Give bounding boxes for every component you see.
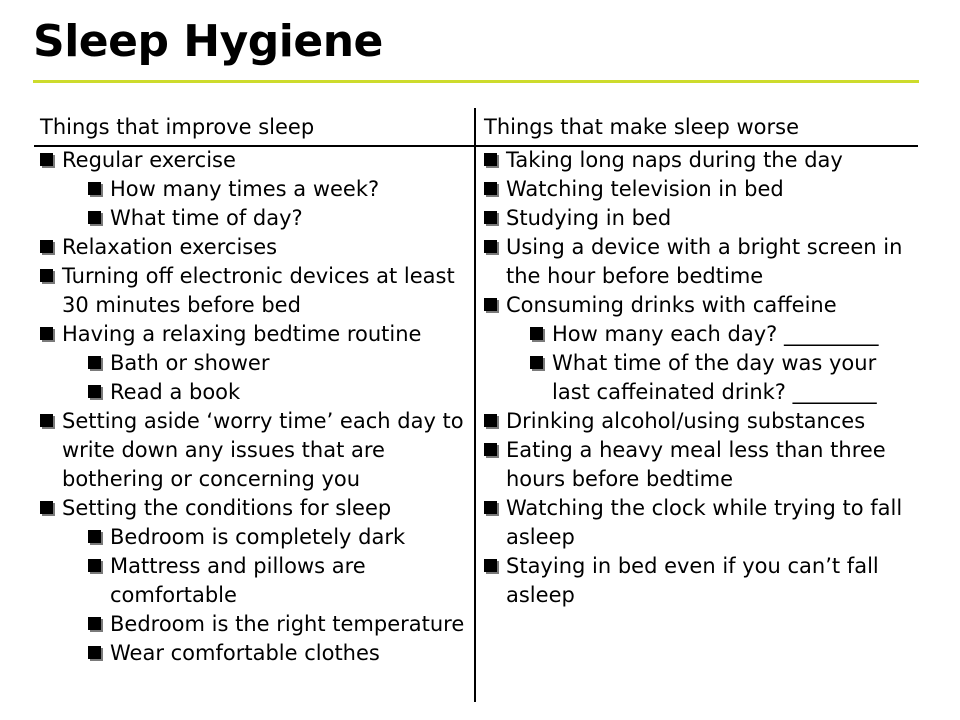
list-item (40, 233, 465, 262)
checkbox-bullet-icon (88, 385, 101, 398)
list-item (484, 175, 916, 204)
list-item (484, 146, 916, 175)
checkbox-bullet-icon (484, 153, 497, 166)
list-item-text: Eating a heavy meal less than three hours before bedtime (506, 438, 886, 491)
checkbox-bullet-icon (40, 240, 53, 253)
left-column-heading: Things that improve sleep (40, 115, 315, 139)
list-item (40, 407, 465, 494)
list-item-text: Read a book (110, 380, 241, 404)
list-item (484, 407, 916, 436)
list-item-text: Relaxation exercises (62, 235, 278, 259)
improve-sleep-list (40, 146, 465, 668)
list-item (40, 494, 465, 523)
list-item-text: Watching television in bed (506, 177, 784, 201)
checkbox-bullet-icon (40, 327, 53, 340)
checkbox-bullet-icon (88, 211, 101, 224)
slide-title: Sleep Hygiene (33, 16, 383, 67)
worsen-sleep-list (484, 146, 916, 610)
list-item-text: Bath or shower (110, 351, 270, 375)
checkbox-bullet-icon (40, 501, 53, 514)
list-item-text: How many each day? _________ (552, 322, 879, 346)
checkbox-bullet-icon (88, 617, 101, 630)
column-divider (474, 108, 476, 702)
list-item-text: Drinking alcohol/using substances (506, 409, 866, 433)
checkbox-bullet-icon (88, 646, 101, 659)
sub-list-item (530, 349, 916, 407)
checkbox-bullet-icon (40, 414, 53, 427)
sub-list-item (88, 639, 465, 668)
list-item-text: Having a relaxing bedtime routine (62, 322, 422, 346)
list-item (40, 320, 465, 349)
list-item (484, 204, 916, 233)
list-item (484, 436, 916, 494)
checkbox-bullet-icon (88, 530, 101, 543)
list-item-text: Studying in bed (506, 206, 672, 230)
list-item (40, 146, 465, 175)
checkbox-bullet-icon (40, 269, 53, 282)
sub-list-item (88, 552, 465, 610)
list-item (484, 552, 916, 610)
list-item-text: Turning off electronic devices at least 30 minutes before bed (62, 264, 455, 317)
checkbox-bullet-icon (530, 327, 543, 340)
title-underline (33, 80, 919, 83)
list-item-text: What time of the day was your last caffeinated drink? ________ (552, 351, 877, 404)
checkbox-bullet-icon (88, 356, 101, 369)
right-column-heading: Things that make sleep worse (484, 115, 800, 139)
sub-list-item (88, 204, 465, 233)
list-item (40, 262, 465, 320)
checkbox-bullet-icon (484, 211, 497, 224)
list-item-text: Watching the clock while trying to fall asleep (506, 496, 903, 549)
checkbox-bullet-icon (484, 414, 497, 427)
list-item-text: Setting the conditions for sleep (62, 496, 392, 520)
list-item-text: Setting aside ‘worry time’ each day to write down any issues that are bothering or concerning you (62, 409, 464, 491)
list-item-text: What time of day? (110, 206, 303, 230)
list-item-text: Bedroom is completely dark (110, 525, 406, 549)
sub-list-item (88, 523, 465, 552)
list-item (484, 233, 916, 291)
list-item-text: Wear comfortable clothes (110, 641, 380, 665)
list-item-text: Regular exercise (62, 148, 236, 172)
list-item (484, 291, 916, 320)
checkbox-bullet-icon (484, 501, 497, 514)
list-item-text: How many times a week? (110, 177, 380, 201)
sub-list-item (88, 175, 465, 204)
right-column (484, 112, 916, 610)
left-column (40, 112, 465, 668)
checkbox-bullet-icon (484, 240, 497, 253)
checkbox-bullet-icon (484, 182, 497, 195)
list-item-text: Mattress and pillows are comfortable (110, 554, 366, 607)
checkbox-bullet-icon (88, 559, 101, 572)
checkbox-bullet-icon (530, 356, 543, 369)
list-item-text: Bedroom is the right temperature (110, 612, 465, 636)
checkbox-bullet-icon (40, 153, 53, 166)
list-item (484, 494, 916, 552)
list-item-text: Consuming drinks with caffeine (506, 293, 837, 317)
list-item-text: Using a device with a bright screen in the hour before bedtime (506, 235, 903, 288)
checkbox-bullet-icon (484, 298, 497, 311)
sub-list-item (530, 320, 916, 349)
list-item-text: Taking long naps during the day (506, 148, 843, 172)
sub-list-item (88, 378, 465, 407)
list-item-text: Staying in bed even if you can’t fall asleep (506, 554, 879, 607)
checkbox-bullet-icon (484, 559, 497, 572)
sub-list-item (88, 349, 465, 378)
checkbox-bullet-icon (484, 443, 497, 456)
checkbox-bullet-icon (88, 182, 101, 195)
sub-list-item (88, 610, 465, 639)
